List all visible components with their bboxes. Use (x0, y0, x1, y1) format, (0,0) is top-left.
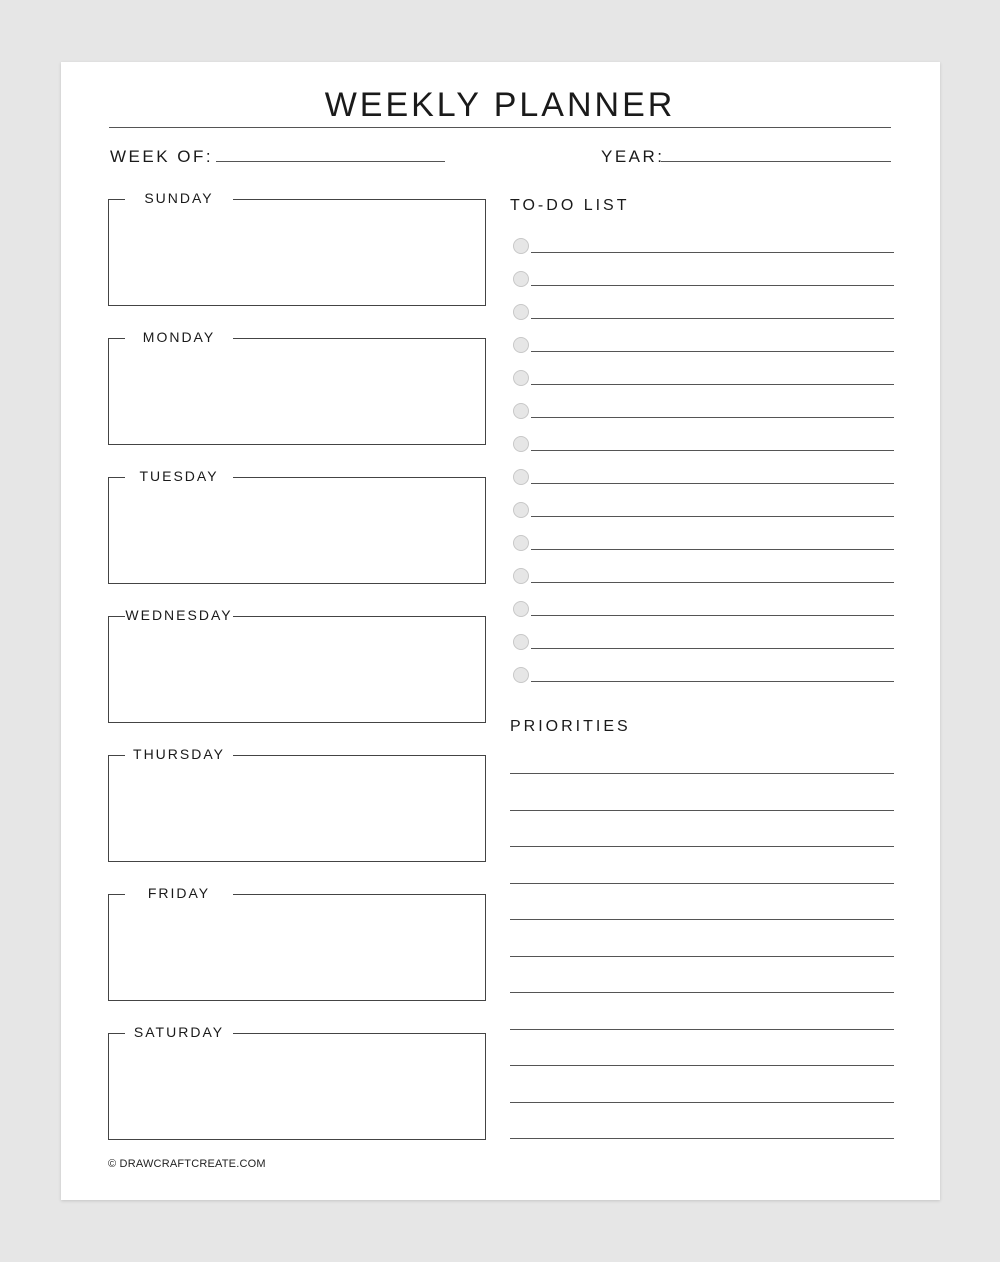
todo-heading: TO-DO LIST (510, 197, 630, 214)
box-border (233, 616, 486, 617)
todo-line[interactable] (531, 549, 894, 550)
todo-item[interactable] (511, 502, 894, 522)
priority-line[interactable] (510, 919, 894, 920)
checkbox-circle-icon[interactable] (513, 337, 529, 353)
todo-line[interactable] (531, 318, 894, 319)
priority-line[interactable] (510, 846, 894, 847)
todo-line[interactable] (531, 252, 894, 253)
day-box-wednesday[interactable] (108, 607, 486, 723)
todo-item[interactable] (511, 403, 894, 423)
todo-line[interactable] (531, 285, 894, 286)
box-border (108, 755, 125, 756)
checkbox-circle-icon[interactable] (513, 238, 529, 254)
todo-item[interactable] (511, 667, 894, 687)
todo-line[interactable] (531, 483, 894, 484)
todo-item[interactable] (511, 304, 894, 324)
day-label: MONDAY (142, 329, 216, 345)
day-box-sunday[interactable] (108, 190, 486, 306)
checkbox-circle-icon[interactable] (513, 535, 529, 551)
box-border (233, 1033, 486, 1034)
todo-item[interactable] (511, 634, 894, 654)
day-box-tuesday[interactable] (108, 468, 486, 584)
todo-item[interactable] (511, 238, 894, 258)
copyright-footer: © DRAWCRAFTCREATE.COM (108, 1158, 266, 1170)
day-box-friday[interactable] (108, 885, 486, 1001)
box-border (233, 755, 486, 756)
todo-item[interactable] (511, 370, 894, 390)
day-label: WEDNESDAY (125, 607, 233, 623)
week-of-field[interactable] (216, 161, 445, 162)
todo-line[interactable] (531, 648, 894, 649)
priorities-heading: PRIORITIES (510, 718, 631, 735)
checkbox-circle-icon[interactable] (513, 601, 529, 617)
todo-line[interactable] (531, 351, 894, 352)
priority-line[interactable] (510, 883, 894, 884)
day-label: SUNDAY (144, 190, 214, 206)
todo-item[interactable] (511, 535, 894, 555)
box-border (108, 199, 125, 200)
todo-line[interactable] (531, 582, 894, 583)
todo-line[interactable] (531, 450, 894, 451)
box-border (108, 477, 125, 478)
todo-line[interactable] (531, 417, 894, 418)
title-divider (109, 127, 891, 128)
day-label: SATURDAY (133, 1024, 225, 1040)
day-box-thursday[interactable] (108, 746, 486, 862)
checkbox-circle-icon[interactable] (513, 370, 529, 386)
box-border (108, 894, 125, 895)
todo-line[interactable] (531, 516, 894, 517)
box-border (233, 199, 486, 200)
day-label: FRIDAY (147, 885, 211, 901)
todo-item[interactable] (511, 337, 894, 357)
day-label: THURSDAY (133, 746, 225, 762)
priority-line[interactable] (510, 1065, 894, 1066)
checkbox-circle-icon[interactable] (513, 304, 529, 320)
box-border (108, 338, 125, 339)
checkbox-circle-icon[interactable] (513, 469, 529, 485)
todo-line[interactable] (531, 615, 894, 616)
priority-line[interactable] (510, 1029, 894, 1030)
box-border (108, 1033, 125, 1034)
checkbox-circle-icon[interactable] (513, 403, 529, 419)
day-label: TUESDAY (139, 468, 219, 484)
todo-item[interactable] (511, 469, 894, 489)
checkbox-circle-icon[interactable] (513, 634, 529, 650)
checkbox-circle-icon[interactable] (513, 568, 529, 584)
todo-line[interactable] (531, 384, 894, 385)
day-box-monday[interactable] (108, 329, 486, 445)
priority-line[interactable] (510, 810, 894, 811)
box-border (233, 338, 486, 339)
todo-item[interactable] (511, 436, 894, 456)
priority-line[interactable] (510, 1102, 894, 1103)
box-border (233, 477, 486, 478)
todo-item[interactable] (511, 271, 894, 291)
checkbox-circle-icon[interactable] (513, 436, 529, 452)
day-box-saturday[interactable] (108, 1024, 486, 1140)
checkbox-circle-icon[interactable] (513, 271, 529, 287)
year-label: YEAR: (601, 147, 665, 166)
checkbox-circle-icon[interactable] (513, 502, 529, 518)
priority-line[interactable] (510, 992, 894, 993)
page-title: WEEKLY PLANNER (324, 86, 676, 124)
box-border (233, 894, 486, 895)
checkbox-circle-icon[interactable] (513, 667, 529, 683)
year-field[interactable] (661, 161, 891, 162)
todo-item[interactable] (511, 601, 894, 621)
todo-item[interactable] (511, 568, 894, 588)
todo-line[interactable] (531, 681, 894, 682)
priority-line[interactable] (510, 773, 894, 774)
week-of-label: WEEK OF: (110, 147, 214, 166)
priority-line[interactable] (510, 1138, 894, 1139)
box-border (108, 616, 125, 617)
priority-line[interactable] (510, 956, 894, 957)
